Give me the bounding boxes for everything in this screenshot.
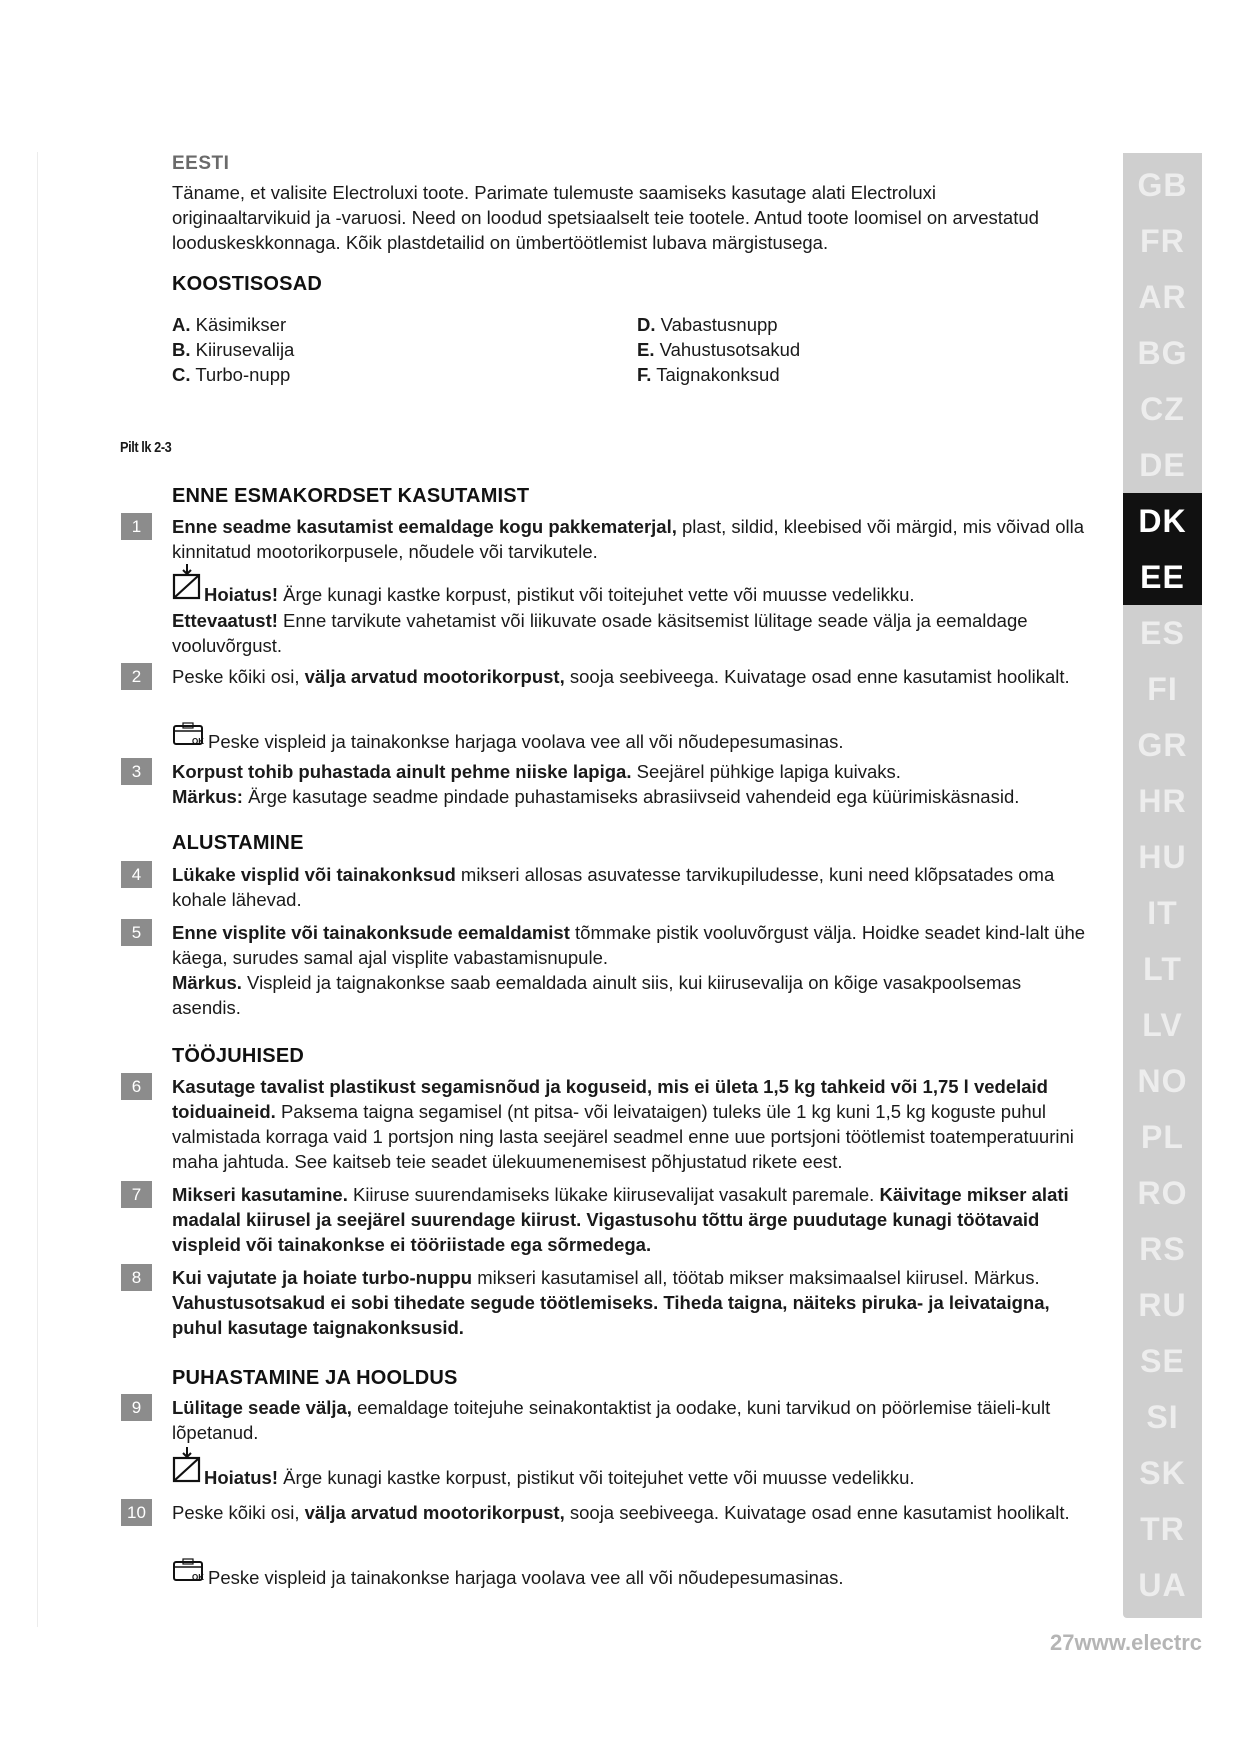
step-4: Lükake visplid või tainakonksud mikseri allosas asuvatesse tarvikupiludesse, kuni need klõpsatades oma kohale lähevad.: [172, 864, 1055, 910]
components-column-right: [637, 312, 1057, 387]
caution-note: Ettevaatust! Enne tarvikute vahetamist või liikuvate osade käsitsemist lülitage seade välja ja eemaldage vooluvõrgust.: [172, 610, 1028, 656]
svg-text:OK: OK: [192, 737, 204, 746]
page-margin-line: [37, 152, 38, 1627]
dishwasher-note: OK Peske vispleid ja tainakonkse harjaga voolava vee all või nõudepesumasinas.: [172, 1558, 1092, 1590]
language-tab[interactable]: SK: [1139, 1455, 1186, 1491]
language-tab[interactable]: HU: [1138, 839, 1187, 875]
component-item: B. Kiirusevalija: [172, 339, 295, 360]
figure-reference: Pilt lk 2-3: [120, 439, 172, 456]
warning-note: Hoiatus! Ärge kunagi kastke korpust, pistikut või toitejuhet vette või muusse vedelikku.: [172, 1446, 1092, 1490]
components-heading: KOOSTISOSAD: [172, 273, 322, 295]
language-tab-active[interactable]: EE: [1123, 549, 1202, 605]
component-item: F. Taignakonksud: [637, 364, 780, 385]
step-2: Peske kõiki osi, välja arvatud mootorikorpust, sooja seebiveega. Kuivatage osad enne kasutamist hoolikalt.: [172, 666, 1070, 687]
component-item: D. Vabastusnupp: [637, 314, 778, 335]
language-tab[interactable]: GR: [1137, 727, 1188, 763]
language-tab[interactable]: IT: [1147, 895, 1178, 931]
language-tab[interactable]: RO: [1137, 1175, 1188, 1211]
language-tab-active[interactable]: DK: [1123, 493, 1202, 549]
language-tab[interactable]: LT: [1143, 951, 1182, 987]
page-footer: 27www.electrc: [1050, 1630, 1203, 1655]
step-5: Enne visplite või tainakonksude eemaldamist tõmmake pistik vooluvõrgust välja. Hoidke seadet kind-lalt ühe käega, surudes samal ajal visplite vabastamisnupule. Märkus. Vispleid ja taignakonkse saab eemaldada ainult siis, kui kiirusevalija on kõige vasakpoolsemas asendis.: [172, 922, 1086, 1018]
component-item: A. Käsimikser: [172, 314, 287, 335]
component-item: C. Turbo-nupp: [172, 364, 291, 385]
language-tab[interactable]: UA: [1138, 1567, 1187, 1603]
dishwasher-safe-icon: [172, 1558, 206, 1590]
step-6: Kasutage tavalist plastikust segamisnõud ja koguseid, mis ei ületa 1,5 kg tahkeid või 1,75 l vedelaid toiduaineid. Paksema taigna segamisel (nt pitsa- või leivataigen) tuleks üle 1 kg kuni 1,5 kg koguste puhul valmistada korraga vaid 1 portsjon ning lasta seejärel seadmel enne uue portsjoni töötlemist toatemperatuurini maha jahtuda. See kaitseb teie seadet ülekuumenemisest põhjustatud rikete eest.: [172, 1076, 1074, 1172]
step-number: 10: [121, 1499, 152, 1526]
language-tab[interactable]: TR: [1140, 1511, 1185, 1547]
dishwasher-safe-icon: [172, 722, 206, 754]
language-tab[interactable]: GB: [1137, 167, 1188, 203]
step-8: Kui vajutate ja hoiate turbo-nuppu mikseri kasutamisel all, töötab mikser maksimaalsel kiirusel. Märkus. Vahustusotsakud ei sobi tihedate segude töötlemiseks. Tiheda taigna, näiteks piruka- ja leivataigna, puhul kasutage taignakonksusid.: [172, 1267, 1050, 1338]
section-heading-getting-started: ALUSTAMINE: [172, 832, 304, 854]
step-number: 8: [121, 1264, 152, 1291]
section-heading-operating: TÖÖJUHISED: [172, 1045, 305, 1067]
step-9: Lülitage seade välja, eemaldage toitejuhe seinakontaktist ja oodake, kuni tarvikud on pöörlemise täieli-kult lõpetanud.: [172, 1397, 1051, 1443]
step-number: 5: [121, 919, 152, 946]
language-tab[interactable]: DE: [1139, 447, 1186, 483]
language-tab[interactable]: PL: [1141, 1119, 1184, 1155]
language-tab[interactable]: RS: [1139, 1231, 1186, 1267]
do-not-immerse-icon: [172, 563, 202, 607]
language-tab[interactable]: BG: [1137, 335, 1188, 371]
step-1: Enne seadme kasutamist eemaldage kogu pakkematerjal, plast, sildid, kleebised või märgid, mis võivad olla kinnitatud mootorikorpusele, nõudele või tarvikutele.: [172, 516, 1085, 562]
step-number: 1: [121, 513, 152, 540]
language-title: EESTI: [172, 153, 230, 174]
language-tab[interactable]: HR: [1138, 783, 1187, 819]
warning-note: Hoiatus! Ärge kunagi kastke korpust, pistikut või toitejuhet vette või muusse vedelikku.: [172, 563, 1092, 607]
language-tab-strip: [1123, 153, 1202, 1618]
language-tab[interactable]: SE: [1140, 1343, 1185, 1379]
step-7: Mikseri kasutamine. Kiiruse suurendamiseks lükake kiirusevalijat vasakult paremale. Käivitage mikser alati madalal kiirusel ja seejärel suurendage kiirust. Vigastusohu tõttu ärge puudutage kunagi töötavaid vispleid või tainakonkse ei tööriistade ega sõrmedega.: [172, 1184, 1069, 1255]
step-number: 3: [121, 758, 152, 785]
language-tab[interactable]: CZ: [1140, 391, 1185, 427]
language-tab[interactable]: FR: [1140, 223, 1185, 259]
component-item: E. Vahustusotsakud: [637, 339, 801, 360]
section-heading-cleaning: PUHASTAMINE JA HOOLDUS: [172, 1367, 458, 1389]
step-number: 9: [121, 1394, 152, 1421]
step-10: Peske kõiki osi, välja arvatud mootorikorpust, sooja seebiveega. Kuivatage osad enne kasutamist hoolikalt.: [172, 1502, 1070, 1523]
language-tab[interactable]: LV: [1142, 1007, 1183, 1043]
step-number: 7: [121, 1181, 152, 1208]
dishwasher-note: OK Peske vispleid ja tainakonkse harjaga voolava vee all või nõudepesumasinas.: [172, 722, 1092, 754]
step-number: 6: [121, 1073, 152, 1100]
language-tab[interactable]: FI: [1147, 671, 1178, 707]
language-tab[interactable]: RU: [1138, 1287, 1187, 1323]
do-not-immerse-icon: [172, 1446, 202, 1490]
language-tab[interactable]: NO: [1137, 1063, 1188, 1099]
svg-text:OK: OK: [192, 1573, 204, 1582]
components-column-left: [172, 312, 592, 387]
section-heading-before-first-use: ENNE ESMAKORDSET KASUTAMIST: [172, 485, 530, 507]
language-tab[interactable]: ES: [1140, 615, 1185, 651]
language-tab[interactable]: SI: [1146, 1399, 1179, 1435]
step-number: 2: [121, 663, 152, 690]
intro-paragraph: Täname, et valisite Electroluxi toote. Parimate tulemuste saamiseks kasutage alati Electroluxi originaaltarvikuid ja -varuosi. Need on loodud spetsiaalselt teie tootele. Antud toote loomisel on arvestatud looduskeskkonnaga. Kõik plastdetailid on ümbertöötlemist lubava märgistusega.: [172, 182, 1039, 253]
step-3: Korpust tohib puhastada ainult pehme niiske lapiga. Seejärel pühkige lapiga kuivaks. Märkus: Ärge kasutage seadme pindade puhastamiseks abrasiivseid vahendeid ega küürimiskäsnasid.: [172, 761, 1020, 807]
step-number: 4: [121, 861, 152, 888]
language-tab[interactable]: AR: [1138, 279, 1187, 315]
